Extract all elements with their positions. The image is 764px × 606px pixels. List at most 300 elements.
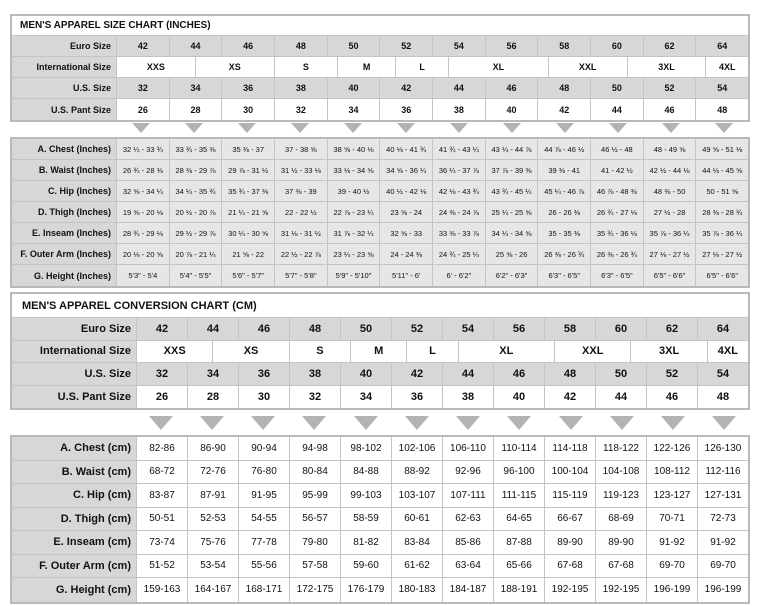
us-size-cell: 46 xyxy=(486,78,539,98)
us-size-cell: 50 xyxy=(591,78,644,98)
measurement-cell: 5'3" - 5'4 xyxy=(117,265,170,286)
measurement-label: C. Hip (Inches) xyxy=(12,181,117,201)
measurement-cell: 43 ¼ - 44 ⅞ xyxy=(486,139,539,159)
measurement-cell: 64-65 xyxy=(494,508,545,531)
measurement-cell: 73-74 xyxy=(137,531,188,554)
international-size-cell: S xyxy=(275,57,338,77)
measurement-cell: 72-76 xyxy=(188,461,239,484)
euro-size-label-cm: Euro Size xyxy=(12,318,137,340)
down-triangle-icon xyxy=(340,412,391,434)
us-size-cell: 36 xyxy=(222,78,275,98)
down-triangle-icon xyxy=(494,412,545,434)
measurement-label: G. Height (Inches) xyxy=(12,265,117,286)
inches-measurement-table xyxy=(10,137,750,288)
measurement-cell: 5'4" - 5'5" xyxy=(170,265,223,286)
measurement-row xyxy=(12,508,748,532)
international-size-cell-cm: XS xyxy=(213,341,289,363)
measurement-row xyxy=(12,202,748,223)
us-size-cell-cm: 48 xyxy=(545,363,596,385)
measurement-cell: 24 - 24 ⅜ xyxy=(380,244,433,264)
measurement-cell: 40 ⅛ - 41 ¾ xyxy=(380,139,433,159)
measurement-cell: 59-60 xyxy=(341,555,392,578)
us-size-cell-cm: 32 xyxy=(137,363,188,385)
measurement-cell: 28 ⅜ - 28 ¾ xyxy=(696,202,748,222)
measurement-cell: 63-64 xyxy=(443,555,494,578)
measurement-label: A. Chest (cm) xyxy=(12,437,137,460)
us-pant-size-cell: 36 xyxy=(380,99,433,120)
down-triangle-icon xyxy=(697,121,750,135)
euro-size-row-cm xyxy=(12,318,748,341)
measurement-cell: 83-87 xyxy=(137,484,188,507)
international-size-cell-cm: XL xyxy=(459,341,555,363)
measurement-cell: 104-108 xyxy=(596,461,647,484)
measurement-cell: 35 ¾ - 36 ⅛ xyxy=(591,223,644,243)
measurement-cell: 89-90 xyxy=(545,531,596,554)
measurement-cell: 70-71 xyxy=(647,508,698,531)
measurement-label: B. Waist (Inches) xyxy=(12,160,117,180)
measurement-cell: 168-171 xyxy=(239,578,290,602)
euro-size-row xyxy=(12,36,748,57)
measurement-cell: 95-99 xyxy=(290,484,341,507)
measurement-row xyxy=(12,265,748,286)
us-pant-size-cell-cm: 36 xyxy=(392,386,443,409)
us-size-cell: 32 xyxy=(117,78,170,98)
cm-conversion-chart xyxy=(10,292,750,410)
us-size-cell-cm: 54 xyxy=(698,363,748,385)
measurement-cell: 50-51 xyxy=(137,508,188,531)
international-size-cell: L xyxy=(396,57,449,77)
measurement-cell: 91-95 xyxy=(239,484,290,507)
us-size-cell-cm: 38 xyxy=(290,363,341,385)
us-size-cell: 42 xyxy=(380,78,433,98)
measurement-label: D. Thigh (cm) xyxy=(12,508,137,531)
measurement-cell: 5'6" - 5'7" xyxy=(222,265,275,286)
us-size-cell-cm: 36 xyxy=(239,363,290,385)
measurement-cell: 89-90 xyxy=(596,531,647,554)
us-size-cell: 52 xyxy=(644,78,697,98)
us-pant-size-cell-cm: 34 xyxy=(341,386,392,409)
measurement-row xyxy=(12,244,748,265)
euro-size-cell-cm: 54 xyxy=(443,318,494,340)
measurement-label: C. Hip (cm) xyxy=(12,484,137,507)
international-size-row xyxy=(12,57,748,78)
measurement-cell: 37 ⅞ - 39 ⅜ xyxy=(486,160,539,180)
euro-size-cell: 48 xyxy=(275,36,328,56)
measurement-cell: 35 ¾ - 37 ⅜ xyxy=(222,181,275,201)
down-triangle-icon xyxy=(545,412,596,434)
euro-size-cell-cm: 62 xyxy=(647,318,698,340)
measurement-label: E. Inseam (cm) xyxy=(12,531,137,554)
international-size-cell: 4XL xyxy=(706,57,748,77)
down-triangle-icon xyxy=(443,412,494,434)
us-size-cell-cm: 40 xyxy=(341,363,392,385)
measurement-cell: 26 ⅜ - 26 ¾ xyxy=(591,244,644,264)
measurement-cell: 28 ⅜ - 29 ⅞ xyxy=(170,160,223,180)
down-triangle-icon xyxy=(327,121,380,135)
down-triangle-icon xyxy=(433,121,486,135)
euro-size-cell-cm: 44 xyxy=(188,318,239,340)
euro-size-cell-cm: 56 xyxy=(494,318,545,340)
down-triangle-icon xyxy=(238,412,289,434)
measurement-cell: 118-122 xyxy=(596,437,647,460)
measurement-cell: 100-104 xyxy=(545,461,596,484)
measurement-cell: 50 - 51 ⅝ xyxy=(696,181,748,201)
measurement-cell: 66-67 xyxy=(545,508,596,531)
international-size-cell: XXS xyxy=(117,57,196,77)
euro-size-cell-cm: 42 xyxy=(137,318,188,340)
measurement-cell: 34 ¼ - 35 ¾ xyxy=(170,181,223,201)
measurement-row xyxy=(12,531,748,555)
euro-size-cell: 54 xyxy=(433,36,486,56)
measurement-cell: 192-195 xyxy=(545,578,596,602)
inches-chart-title: MEN'S APPAREL SIZE CHART (INCHES) xyxy=(12,16,748,36)
us-pant-size-cell: 42 xyxy=(538,99,591,120)
measurement-cell: 102-106 xyxy=(392,437,443,460)
measurement-cell: 6'3" - 6'5" xyxy=(591,265,644,286)
measurement-cell: 24 ¾ - 25 ¼ xyxy=(433,244,486,264)
down-triangle-icon xyxy=(168,121,221,135)
measurement-cell: 99-103 xyxy=(341,484,392,507)
us-pant-size-cell: 44 xyxy=(591,99,644,120)
measurement-cell: 36 ¼ - 37 ⅞ xyxy=(433,160,486,180)
measurement-cell: 29 ½ - 29 ⅞ xyxy=(170,223,223,243)
measurement-cell: 6'5" - 6'6" xyxy=(696,265,748,286)
down-triangle-icon xyxy=(538,121,591,135)
down-triangle-icon xyxy=(699,412,750,434)
measurement-cell: 69-70 xyxy=(647,555,698,578)
measurement-cell: 196-199 xyxy=(698,578,748,602)
measurement-cell: 5'7" - 5'8" xyxy=(275,265,328,286)
measurement-cell: 96-100 xyxy=(494,461,545,484)
measurement-cell: 33 ⅛ - 34 ⅝ xyxy=(328,160,381,180)
measurement-cell: 123-127 xyxy=(647,484,698,507)
measurement-cell: 29 ⅞ - 31 ½ xyxy=(222,160,275,180)
measurement-cell: 92-96 xyxy=(443,461,494,484)
down-triangle-icon xyxy=(186,412,237,434)
measurement-cell: 57-58 xyxy=(290,555,341,578)
measurement-cell: 188-191 xyxy=(494,578,545,602)
measurement-cell: 44 ⅛ - 45 ⅝ xyxy=(696,160,748,180)
measurement-row xyxy=(12,181,748,202)
down-triangle-icon xyxy=(644,121,697,135)
measurement-cell: 27 ⅛ - 27 ½ xyxy=(696,244,748,264)
measurement-cell: 56-57 xyxy=(290,508,341,531)
measurement-cell: 80-84 xyxy=(290,461,341,484)
measurement-row xyxy=(12,160,748,181)
us-pant-size-cell-cm: 40 xyxy=(494,386,545,409)
measurement-cell: 68-69 xyxy=(596,508,647,531)
measurement-cell: 22 ⅞ - 23 ¼ xyxy=(328,202,381,222)
measurement-cell: 65-66 xyxy=(494,555,545,578)
measurement-cell: 83-84 xyxy=(392,531,443,554)
measurement-cell: 33 ¾ - 35 ⅜ xyxy=(170,139,223,159)
measurement-cell: 122-126 xyxy=(647,437,698,460)
measurement-cell: 34 ¼ - 34 ⅝ xyxy=(486,223,539,243)
measurement-cell: 42 ½ - 44 ⅛ xyxy=(644,160,697,180)
measurement-cell: 6' - 6'2" xyxy=(433,265,486,286)
down-triangle-icon xyxy=(289,412,340,434)
measurement-cell: 35 - 35 ⅜ xyxy=(538,223,591,243)
euro-size-cell-cm: 50 xyxy=(341,318,392,340)
us-pant-size-cell: 28 xyxy=(170,99,223,120)
international-size-cell: 3XL xyxy=(628,57,707,77)
euro-size-cell: 56 xyxy=(486,36,539,56)
us-pant-size-cell: 30 xyxy=(222,99,275,120)
measurement-label: G. Height (cm) xyxy=(12,578,137,602)
measurement-cell: 30 ¼ - 30 ⅝ xyxy=(222,223,275,243)
measurement-cell: 159-163 xyxy=(137,578,188,602)
measurement-cell: 55-56 xyxy=(239,555,290,578)
measurement-cell: 110-114 xyxy=(494,437,545,460)
measurement-cell: 5'11" - 6' xyxy=(380,265,433,286)
measurement-cell: 67-68 xyxy=(596,555,647,578)
measurement-cell: 61-62 xyxy=(392,555,443,578)
euro-size-cell-cm: 64 xyxy=(698,318,748,340)
us-size-cell-cm: 46 xyxy=(494,363,545,385)
measurement-cell: 68-72 xyxy=(137,461,188,484)
measurement-cell: 62-63 xyxy=(443,508,494,531)
euro-size-cell: 52 xyxy=(380,36,433,56)
down-triangle-icon xyxy=(391,412,442,434)
down-triangle-icon xyxy=(380,121,433,135)
measurement-cell: 39 ⅜ - 41 xyxy=(538,160,591,180)
inches-size-rows xyxy=(12,36,748,120)
measurement-cell: 48 ⅜ - 50 xyxy=(644,181,697,201)
measurement-row xyxy=(12,437,748,461)
measurement-cell: 27 ⅛ - 27 ½ xyxy=(644,244,697,264)
measurement-cell: 26 ⅜ - 26 ¾ xyxy=(538,244,591,264)
us-size-cell: 48 xyxy=(538,78,591,98)
measurement-cell: 114-118 xyxy=(545,437,596,460)
us-pant-size-label: U.S. Pant Size xyxy=(12,99,117,120)
us-size-cell-cm: 42 xyxy=(392,363,443,385)
measurement-cell: 34 ⅝ - 36 ¼ xyxy=(380,160,433,180)
measurement-row xyxy=(12,578,748,602)
measurement-cell: 76-80 xyxy=(239,461,290,484)
international-size-row-cm xyxy=(12,341,748,364)
international-size-cell-cm: S xyxy=(290,341,351,363)
us-size-cell: 44 xyxy=(433,78,486,98)
measurement-cell: 26 - 26 ⅜ xyxy=(538,202,591,222)
measurement-cell: 103-107 xyxy=(392,484,443,507)
down-triangle-icon xyxy=(485,121,538,135)
measurement-cell: 196-199 xyxy=(647,578,698,602)
measurement-cell: 49 ⅝ - 51 ⅛ xyxy=(696,139,748,159)
measurement-cell: 69-70 xyxy=(698,555,748,578)
us-pant-size-cell: 38 xyxy=(433,99,486,120)
measurement-cell: 37 - 38 ⅝ xyxy=(275,139,328,159)
measurement-cell: 126-130 xyxy=(698,437,748,460)
measurement-label: F. Outer Arm (cm) xyxy=(12,555,137,578)
measurement-cell: 88-92 xyxy=(392,461,443,484)
measurement-cell: 164-167 xyxy=(188,578,239,602)
euro-size-cell-cm: 52 xyxy=(392,318,443,340)
measurement-cell: 37 ⅜ - 39 xyxy=(275,181,328,201)
measurement-cell: 32 ¼ - 33 ¾ xyxy=(117,139,170,159)
measurement-cell: 6'3" - 6'5" xyxy=(538,265,591,286)
us-size-label-cm: U.S. Size xyxy=(12,363,137,385)
cm-measurement-table xyxy=(10,435,750,604)
euro-size-cell: 46 xyxy=(222,36,275,56)
measurement-cell: 58-59 xyxy=(341,508,392,531)
measurement-cell: 27 ½ - 28 xyxy=(644,202,697,222)
measurement-cell: 54-55 xyxy=(239,508,290,531)
measurement-cell: 79-80 xyxy=(290,531,341,554)
measurement-cell: 26 ¾ - 28 ⅜ xyxy=(117,160,170,180)
measurement-label: F. Outer Arm (Inches) xyxy=(12,244,117,264)
international-size-cell: XXL xyxy=(549,57,628,77)
measurement-cell: 6'5" - 6'6" xyxy=(644,265,697,286)
measurement-cell: 87-88 xyxy=(494,531,545,554)
measurement-cell: 127-131 xyxy=(698,484,748,507)
euro-size-cell: 42 xyxy=(117,36,170,56)
down-triangle-icon xyxy=(596,412,647,434)
measurement-row xyxy=(12,461,748,485)
measurement-cell: 41 ¾ - 43 ¼ xyxy=(433,139,486,159)
measurement-cell: 84-88 xyxy=(341,461,392,484)
measurement-cell: 180-183 xyxy=(392,578,443,602)
measurement-label: B. Waist (cm) xyxy=(12,461,137,484)
inches-arrow-row xyxy=(10,121,750,135)
measurement-cell: 67-68 xyxy=(545,555,596,578)
international-size-cell: M xyxy=(338,57,396,77)
us-size-cell-cm: 52 xyxy=(647,363,698,385)
down-triangle-icon xyxy=(648,412,699,434)
measurement-cell: 108-112 xyxy=(647,461,698,484)
measurement-cell: 85-86 xyxy=(443,531,494,554)
measurement-cell: 6'2" - 6'3" xyxy=(486,265,539,286)
measurement-cell: 23 ¼ - 23 ⅝ xyxy=(328,244,381,264)
measurement-row xyxy=(12,223,748,244)
measurement-cell: 40 ½ - 42 ⅛ xyxy=(380,181,433,201)
euro-size-cell: 64 xyxy=(696,36,748,56)
us-size-cell-cm: 34 xyxy=(188,363,239,385)
measurement-cell: 38 ⅝ - 40 ⅛ xyxy=(328,139,381,159)
euro-size-label: Euro Size xyxy=(12,36,117,56)
measurement-cell: 21 ⅝ - 22 xyxy=(222,244,275,264)
euro-size-cell-cm: 48 xyxy=(290,318,341,340)
measurement-label: E. Inseam (Inches) xyxy=(12,223,117,243)
us-pant-size-cell-cm: 38 xyxy=(443,386,494,409)
measurement-cell: 91-92 xyxy=(698,531,748,554)
down-triangle-icon xyxy=(135,412,186,434)
measurement-cell: 184-187 xyxy=(443,578,494,602)
inches-size-chart xyxy=(10,14,750,122)
measurement-cell: 33 ⅜ - 33 ⅞ xyxy=(433,223,486,243)
down-triangle-icon xyxy=(115,121,168,135)
measurement-cell: 60-61 xyxy=(392,508,443,531)
us-pant-size-cell-cm: 28 xyxy=(188,386,239,409)
international-size-cell-cm: 3XL xyxy=(631,341,707,363)
measurement-cell: 23 ⅝ - 24 xyxy=(380,202,433,222)
measurement-cell: 111-115 xyxy=(494,484,545,507)
measurement-cell: 31 ⅞ - 32 ¼ xyxy=(328,223,381,243)
measurement-cell: 20 ⅛ - 20 ⅝ xyxy=(117,244,170,264)
us-pant-size-row-cm xyxy=(12,386,748,409)
international-size-cell-cm: M xyxy=(351,341,407,363)
cm-chart-title: MEN'S APPAREL CONVERSION CHART (CM) xyxy=(12,294,748,318)
measurement-cell: 192-195 xyxy=(596,578,647,602)
us-size-row xyxy=(12,78,748,99)
measurement-cell: 82-86 xyxy=(137,437,188,460)
measurement-row xyxy=(12,555,748,579)
us-size-cell: 54 xyxy=(696,78,748,98)
us-pant-size-cell-cm: 30 xyxy=(239,386,290,409)
us-pant-size-row xyxy=(12,99,748,120)
measurement-cell: 112-116 xyxy=(698,461,748,484)
down-triangle-icon xyxy=(221,121,274,135)
international-size-cell-cm: L xyxy=(407,341,458,363)
measurement-cell: 48 - 49 ⅝ xyxy=(644,139,697,159)
us-size-cell: 38 xyxy=(275,78,328,98)
us-pant-size-cell-cm: 46 xyxy=(647,386,698,409)
measurement-cell: 41 - 42 ½ xyxy=(591,160,644,180)
measurement-cell: 46 ⅞ - 48 ⅜ xyxy=(591,181,644,201)
measurement-label: A. Chest (Inches) xyxy=(12,139,117,159)
measurement-row xyxy=(12,139,748,160)
measurement-cell: 35 ⅞ - 36 ¼ xyxy=(644,223,697,243)
down-triangle-icon xyxy=(591,121,644,135)
measurement-cell: 32 ⅝ - 34 ¼ xyxy=(117,181,170,201)
measurement-cell: 75-76 xyxy=(188,531,239,554)
euro-size-cell: 60 xyxy=(591,36,644,56)
us-pant-size-cell: 48 xyxy=(696,99,748,120)
measurement-cell: 39 - 40 ½ xyxy=(328,181,381,201)
measurement-cell: 25 ¼ - 25 ⅝ xyxy=(486,202,539,222)
cm-arrow-row xyxy=(10,412,750,434)
euro-size-cell: 58 xyxy=(538,36,591,56)
us-pant-size-cell-cm: 26 xyxy=(137,386,188,409)
us-pant-size-cell: 34 xyxy=(328,99,381,120)
measurement-cell: 81-82 xyxy=(341,531,392,554)
measurement-cell: 43 ¾ - 45 ¼ xyxy=(486,181,539,201)
measurement-cell: 87-91 xyxy=(188,484,239,507)
measurement-cell: 172-175 xyxy=(290,578,341,602)
measurement-cell: 119-123 xyxy=(596,484,647,507)
us-size-cell: 40 xyxy=(328,78,381,98)
measurement-cell: 22 - 22 ½ xyxy=(275,202,328,222)
measurement-cell: 25 ⅝ - 26 xyxy=(486,244,539,264)
measurement-cell: 44 ⅞ - 46 ½ xyxy=(538,139,591,159)
international-size-label: International Size xyxy=(12,57,117,77)
us-pant-size-label-cm: U.S. Pant Size xyxy=(12,386,137,409)
measurement-cell: 77-78 xyxy=(239,531,290,554)
international-size-cell-cm: XXL xyxy=(555,341,631,363)
measurement-cell: 91-92 xyxy=(647,531,698,554)
measurement-cell: 98-102 xyxy=(341,437,392,460)
measurement-cell: 28 ¾ - 29 ⅛ xyxy=(117,223,170,243)
measurement-label: D. Thigh (Inches) xyxy=(12,202,117,222)
measurement-cell: 107-111 xyxy=(443,484,494,507)
measurement-cell: 31 ⅛ - 31 ½ xyxy=(275,223,328,243)
us-pant-size-cell-cm: 48 xyxy=(698,386,748,409)
us-pant-size-cell: 46 xyxy=(644,99,697,120)
measurement-cell: 72-73 xyxy=(698,508,748,531)
measurement-cell: 52-53 xyxy=(188,508,239,531)
us-pant-size-cell-cm: 44 xyxy=(596,386,647,409)
us-size-cell: 34 xyxy=(170,78,223,98)
measurement-cell: 35 ⅜ - 37 xyxy=(222,139,275,159)
measurement-cell: 21 ¼ - 21 ⅝ xyxy=(222,202,275,222)
us-size-cell-cm: 50 xyxy=(596,363,647,385)
measurement-cell: 51-52 xyxy=(137,555,188,578)
international-size-cell: XL xyxy=(449,57,549,77)
measurement-cell: 5'9" - 5'10" xyxy=(328,265,381,286)
measurement-cell: 31 ½ - 33 ⅛ xyxy=(275,160,328,180)
measurement-cell: 176-179 xyxy=(341,578,392,602)
us-pant-size-cell: 26 xyxy=(117,99,170,120)
euro-size-cell: 62 xyxy=(644,36,697,56)
